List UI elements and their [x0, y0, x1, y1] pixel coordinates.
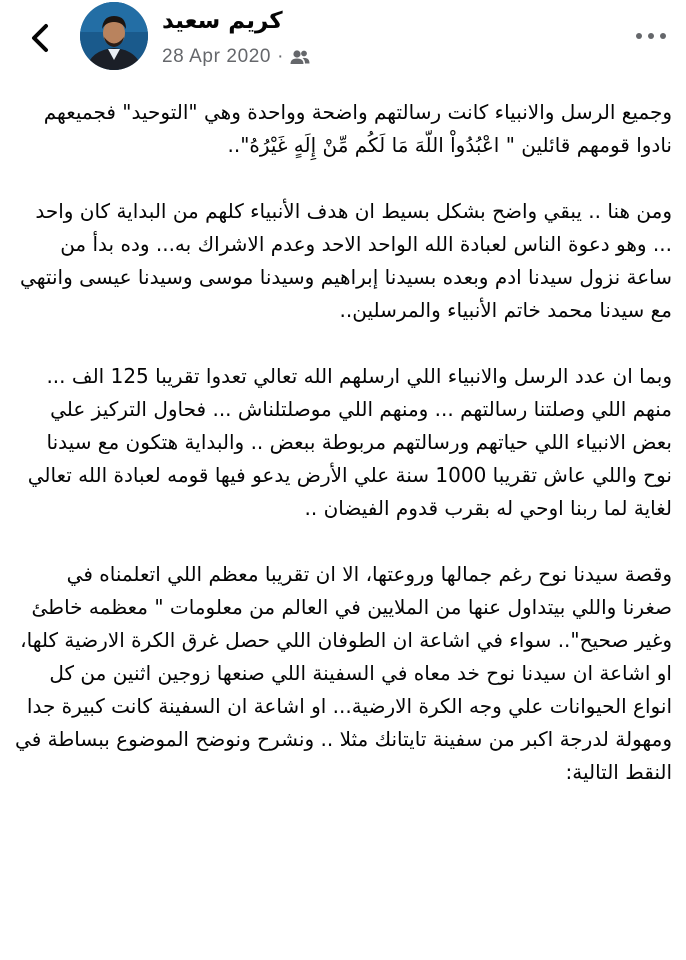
more-dots-icon — [636, 33, 642, 39]
post-paragraph: ومن هنا .. يبقي واضح بشكل بسيط ان هدف الأنبياء كلهم من البداية كان واحد ... وهو دعوة الناس لعبادة الله الواحد الاحد وعدم الاشراك به... وده بدأ من ساعة نزول سيدنا ادم وبعده بسيدنا إبراهيم وسيدنا موسى وسيدنا عيسى وانتهي مع سيدنا محمد خاتم الأنبياء والمرسلين.. — [20, 199, 672, 322]
more-dots-icon — [648, 33, 654, 39]
post-date[interactable]: 28 Apr 2020 — [162, 46, 272, 67]
avatar[interactable] — [80, 2, 148, 70]
more-dots-icon — [660, 33, 666, 39]
chevron-left-icon — [29, 23, 51, 53]
more-options-button[interactable] — [636, 26, 666, 46]
post-paragraph: وجميع الرسل والانبياء كانت رسالتهم واضحة وواحدة وهي "التوحيد" فجميعهم نادوا قومهم قائلين " اعْبُدُواْ اللّهَ مَا لَكُم مِّنْ إِلَهٍ غَيْرُهُ".. — [43, 100, 672, 157]
post-meta — [162, 46, 310, 68]
author-name[interactable]: كريم سعيد — [162, 8, 283, 34]
post-body — [14, 96, 672, 822]
post-paragraph: وبما ان عدد الرسل والانبياء اللي ارسلهم الله تعالي تعدوا تقريبا 125 الف ... منهم اللي وصلتنا رسالتهم ... ومنهم اللي موصلتلناش ... فحاول التركيز علي بعض الانبياء اللي حياتهم ورسالتهم مربوطة ببعض .. والبداية هتكون مع سيدنا نوح واللي عاش تقريبا 1000 سنة علي الأرض يدعو فيها قومه لعبادة الله تعالي لغاية لما ربنا اوحي له بقرب قدوم الفيضان .. — [27, 364, 672, 520]
friends-icon — [290, 49, 310, 65]
post-paragraph: وقصة سيدنا نوح رغم جمالها وروعتها، الا ان تقريبا معظم اللي اتعلمناه في صغرنا واللي بيتداول عنها من الملايين في العالم من معلومات " معظمه خاطئ وغير صحيح".. سواء في اشاعة ان الطوفان اللي حصل غرق الكرة الارضية كلها، او اشاعة ان سيدنا نوح خد معاه في السفينة اللي صنعها زوجين اثنين من كل انواع الحيوانات علي وجه الكرة الارضية... او اشاعة ان السفينة كانت كبيرة جدا ومهولة لدرجة اكبر من سفينة تايتانك مثلا .. ونشرح ونوضح الموضوع ببساطة في النقط التالية: — [15, 562, 672, 784]
post-header — [0, 0, 686, 86]
meta-separator: · — [277, 46, 285, 67]
back-button[interactable] — [22, 20, 58, 56]
avatar-image — [80, 2, 148, 70]
